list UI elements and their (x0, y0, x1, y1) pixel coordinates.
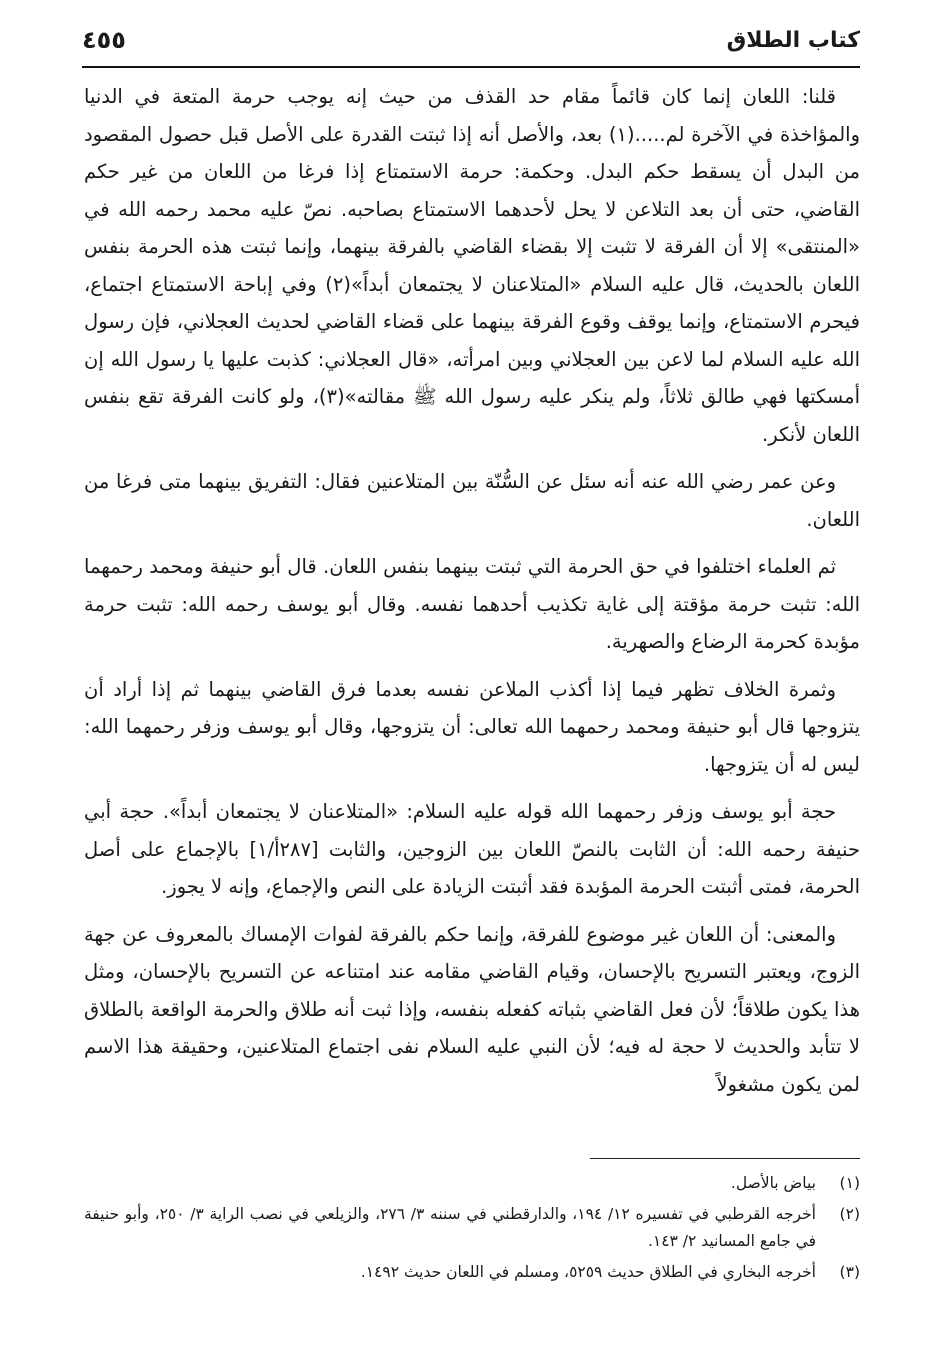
main-text (84, 78, 860, 1113)
footnote-text: أخرجه البخاري في الطلاق حديث ٥٢٥٩، ومسلم في اللعان حديث ١٤٩٢. (360, 1263, 816, 1281)
paragraph: حجة أبو يوسف وزفر رحمهما الله قوله عليه السلام: «المتلاعنان لا يجتمعان أبداً». حجة أبي حنيفة رحمه الله: أن الثابت بالنصّ اللعان بين الزوجين، والثابت [٢٨٧أ/١] بالإجماع على أصل الحرمة، فمتى أثبتت الحرمة المؤبدة فقد أثبتت الزيادة على النص والإجماع، وإنه لا يجوز. (84, 800, 860, 898)
footnote (84, 1201, 860, 1255)
page-number: ٤٥٥ (82, 26, 126, 54)
paragraph: وثمرة الخلاف تظهر فيما إذا أكذب الملاعن نفسه بعدما فرق القاضي بينهما ثم إذا أراد أن يتزوجها قال أبو حنيفة ومحمد رحمهما الله تعالى: أن يتزوجها، وقال أبو يوسف وزفر رحمهما الله: ليس له أن يتزوجها. (84, 677, 860, 776)
footnote-number: (٣) (839, 1263, 860, 1281)
header-divider (82, 66, 860, 68)
footnote-number: (٢) (839, 1205, 860, 1223)
paragraph: والمعنى: أن اللعان غير موضوع للفرقة، وإنما حكم بالفرقة لفوات الإمساك بالمعروف عن جهة الزوج، ويعتبر التسريح بالإحسان، وقيام القاضي مقامه عند امتناعه عن التسريح بالإحسان، ومثل هذا يكون طلاقاً؛ لأن فعل القاضي بثباته كفعله بنفسه، وإذا ثبت أنه طلاق والحرمة الواقعة بالطلاق لا تتأبد والحديث لا حجة له فيه؛ لأن النبي عليه السلام نفى اجتماع المتلاعنين، وحقيقة هذا الاسم لمن يكون مشغولاً (84, 922, 860, 1096)
page-header (82, 22, 860, 68)
footnotes (84, 1170, 860, 1290)
chapter-title: كتاب الطلاق (726, 28, 860, 53)
footnote-text: بياض بالأصل. (730, 1174, 816, 1192)
footnote-divider (590, 1158, 860, 1159)
paragraph: قلنا: اللعان إنما كان قائماً مقام حد القذف من حيث إنه يوجب حرمة المتعة في الدنيا والمؤاخذة في الآخرة لم.....(١) بعد، والأصل أنه إذا ثبتت القدرة على الأصل قبل حصول المقصود من البدل أن يسقط حكم البدل. وحكمة: حرمة الاستمتاع إذا فرغا من اللعان من غير حكم القاضي، حتى أن بعد التلاعن لا يحل لأحدهما الاستمتاع بصاحبه. نصّ عليه محمد رحمه الله في «المنتقى» إلا أن الفرقة لا تثبت إلا بقضاء القاضي بالفرقة بينهما، وإنما ثبتت هذه الحرمة بنفس اللعان بالحديث، قال عليه السلام «المتلاعنان لا يجتمعان أبداً»(٢) وفي إباحة الاستمتاع اجتماع، فيحرم الاستمتاع، وإنما يوقف وقوع الفرقة بينهما على قضاء القاضي لحديث العجلاني، فإن رسول الله عليه السلام لما لاعن بين العجلاني وبين امرأته، «قال العجلاني: كذبت عليها يا رسول الله إن أمسكتها فهي طالق ثلاثاً، ولم ينكر عليه رسول الله ﷺ مقالته»(٣)، ولو كانت الفرقة تقع بنفس اللعان لأنكر. (84, 85, 861, 446)
paragraph: ثم العلماء اختلفوا في حق الحرمة التي ثبتت بينهما بنفس اللعان. قال أبو حنيفة ومحمد رحمهما الله: تثبت حرمة مؤقتة إلى غاية تكذيب أحدهما نفسه. وقال أبو يوسف رحمه الله: تثبت حرمة مؤبدة كحرمة الرضاع والصهرية. (84, 555, 860, 653)
paragraph: وعن عمر رضي الله عنه أنه سئل عن السُّنّة بين المتلاعنين فقال: التفريق بينهما متى فرغا من اللعان. (84, 470, 860, 531)
footnote-text: أخرجه القرطبي في تفسيره ١٢/ ١٩٤، والدارقطني في سننه ٣/ ٢٧٦، والزيلعي في نصب الراية ٣/ ٢٥٠، وأبو حنيفة في جامع المسانيد ٢/ ١٤٣. (84, 1205, 816, 1250)
footnote-number: (١) (839, 1174, 860, 1192)
footnote (84, 1259, 860, 1286)
footnote (84, 1170, 860, 1197)
